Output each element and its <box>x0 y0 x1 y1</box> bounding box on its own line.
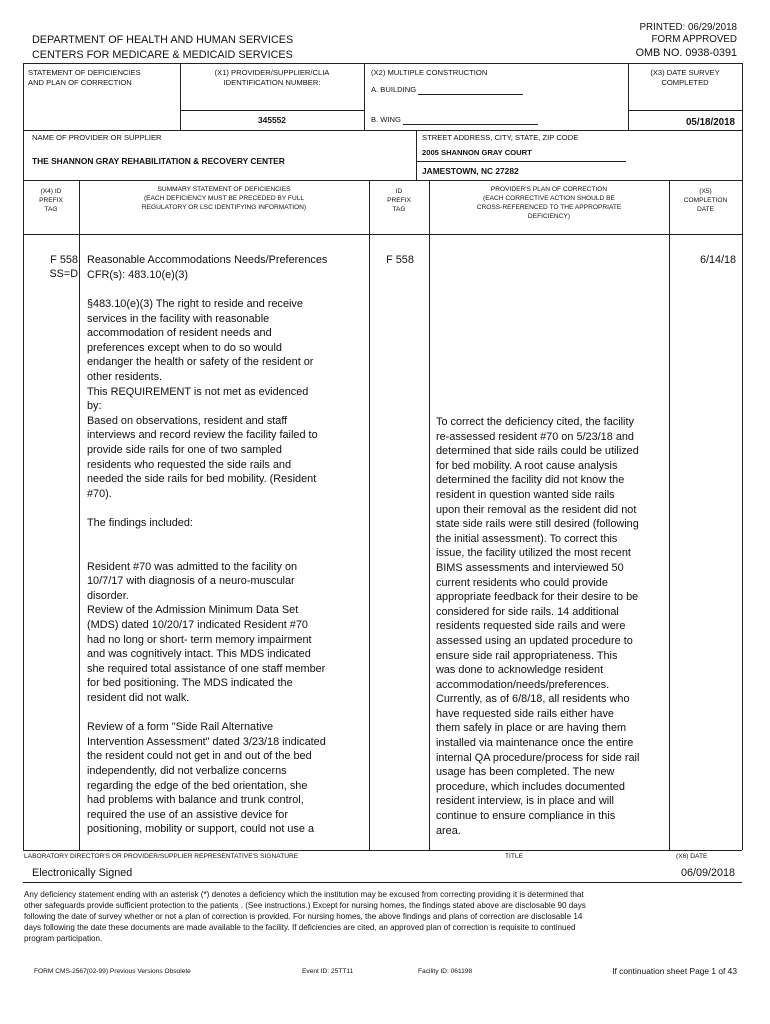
signature-value: Electronically Signed <box>32 867 133 879</box>
facility-id: Facility ID: 061198 <box>418 968 473 975</box>
summary-statement: §483.10(e)(3) The right to reside and receive services in the facility with reasonable accommodation of resident needs and preferences except when to do so would endanger the health or safety of the resident or other residents. This REQUIREMENT is not met as evidenced by: Based on observations, resident and staff interviews and record review the facility failed to provide side rails for one of two sampled residents who requested the side rails and needed the side rails for bed mobility. (Resident #70). The findings included: Resident #70 was admitted to the facility on 10/7/17 with diagnosis of a neuro-muscular disorder. Review of the Admission Minimum Data Set (MDS) dated 10/20/17 indicated Resident #70 had no long or short- term memory impairment and was cognitively intact. This MDS indicated she required total assistance of one staff member for bed positioning. The MDS indicated the resident did not walk. Review of a form "Side Rail Alternative Intervention Assessment" dated 3/23/18 indicated the resident could not get in and out of the bed independently, did not verbalize concerns regarding the edge of the bed orientation, she had problems with balance and trunk control, required the use of an assistive device for positioning, mobility or support, could not use a <box>87 298 326 836</box>
building-field <box>371 85 523 95</box>
signature-label: LABORATORY DIRECTOR'S OR PROVIDER/SUPPLIER REPRESENTATIVE'S SIGNATURE <box>24 853 299 860</box>
survey-date: 05/18/2018 <box>685 117 735 128</box>
x6-date-label: (X6) DATE <box>676 853 708 860</box>
event-id: Event ID: 25TT11 <box>302 968 354 975</box>
id-header: ID PREFIX TAG <box>387 188 411 213</box>
plan-header: PROVIDER'S PLAN OF CORRECTION (EACH CORRECTIVE ACTION SHOULD BE CROSS-REFERENCED TO THE APPROPRIATE DEFICIENCY) <box>476 186 622 220</box>
disclaimer-text: Any deficiency statement ending with an asterisk (*) denotes a deficiency which the institution may be excused from correcting providing it is determined that other safeguards provide sufficient protection to the patients . (See instructions.) Except for nursing homes, the findings stated above are disclosable 90 days following the date of survey whether or not a plan of correction is provided. For nursing homes, the above findings and plans of correction are disclosable 14 days following the date these documents are made available to the facility. If deficiencies are cited, an approved plan of correction is requisite to continued program participation. <box>24 890 586 943</box>
scope-severity: SS=D <box>49 268 78 280</box>
centers-title: CENTERS FOR MEDICARE & MEDICAID SERVICES <box>32 49 293 61</box>
page-indicator: If continuation sheet Page 1 of 43 <box>612 966 737 976</box>
provider-label: NAME OF PROVIDER OR SUPPLIER <box>32 133 162 142</box>
omb-number: OMB NO. 0938-0391 <box>635 47 737 59</box>
building-label: A. BUILDING <box>371 85 417 94</box>
statement-label: STATEMENT OF DEFICIENCIES AND PLAN OF CORRECTION <box>28 68 141 87</box>
completion-date: 6/14/18 <box>699 254 736 266</box>
x3-label: (X3) DATE SURVEY COMPLETED <box>650 68 720 87</box>
summary-header: SUMMARY STATEMENT OF DEFICIENCIES (EACH DEFICIENCY MUST BE PRECEDED BY FULL REGULATORY OR LSC IDENTIFYING INFORMATION) <box>141 186 307 211</box>
wing-label: B. WING <box>371 115 401 124</box>
printed-date: PRINTED: 06/29/2018 <box>639 22 737 33</box>
plan-of-correction: To correct the deficiency cited, the facility re-assessed resident #70 on 5/23/18 and determined that side rails could be utilized for bed mobility. A root cause analysis determined the facility did not know the resident in question wanted side rails upon their removal as the resident did not state side rails were still desired (following the initial assessment). To correct this issue, the facility utilized the most recent BIMS assessments and interviewed 50 current residents who could provide appropriate feedback for their desire to be considered for side rails. 14 additional residents requested side rails and were assessed using an updated procedure to ensure side rail appropriateness. This was done to acknowledge resident accommodation/needs/preferences. Currently, as of 6/8/18, all residents who have requested side rails either have them safely in place or are having them installed via maintenance once the entire internal QA procedure/process for side rail usage has been completed. The new procedure, which includes documented resident interview, is in place and will continue to ensure compliance in this area. <box>436 416 640 837</box>
deficiency-tag: F 558 <box>50 254 78 266</box>
city-state-zip: JAMESTOWN, NC 27282 <box>422 166 519 176</box>
provider-id: 345552 <box>258 115 286 125</box>
address-label: STREET ADDRESS, CITY, STATE, ZIP CODE <box>422 133 579 142</box>
x5-header: (X5) COMPLETION DATE <box>683 188 728 213</box>
correction-tag: F 558 <box>386 254 414 266</box>
form-approved: FORM APPROVED <box>651 34 737 45</box>
form-number: FORM CMS-2567(02-99) Previous Versions Obsolete <box>34 968 191 975</box>
x4-header: (X4) ID PREFIX TAG <box>39 188 63 213</box>
department-title: DEPARTMENT OF HEALTH AND HUMAN SERVICES <box>32 34 294 46</box>
signature-date: 06/09/2018 <box>680 867 735 879</box>
deficiency-title: Reasonable Accommodations Needs/Preferences CFR(s): 483.10(e)(3) <box>87 254 328 281</box>
provider-name: THE SHANNON GRAY REHABILITATION & RECOVERY CENTER <box>32 156 285 166</box>
street-address: 2005 SHANNON GRAY COURT <box>422 148 532 157</box>
wing-field <box>371 115 538 125</box>
title-label: TITLE <box>505 853 523 860</box>
x2-label: (X2) MULTIPLE CONSTRUCTION <box>371 68 488 77</box>
x1-label: (X1) PROVIDER/SUPPLIER/CLIA IDENTIFICATION NUMBER: <box>214 68 330 87</box>
